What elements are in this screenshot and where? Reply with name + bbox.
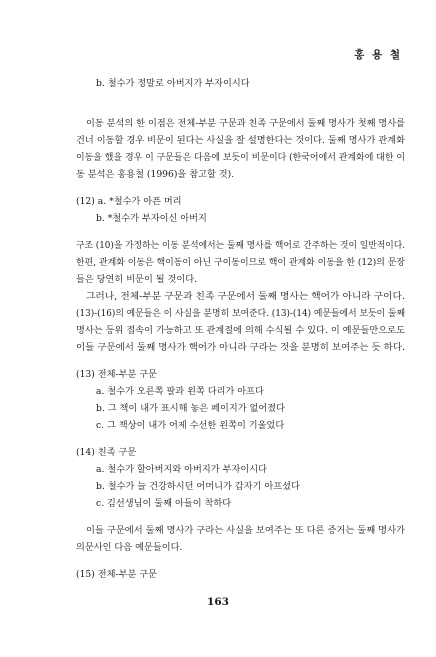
- page-number: 163: [207, 596, 229, 608]
- example-13b: b. 그 책이 내가 표시해 놓은 페이지가 없어졌다: [96, 403, 285, 414]
- paragraph-3-line-1: 그러나, 전체-부분 구문과 친족 구문에서 둘째 명사는 핵어가 아니라 구이다.: [86, 291, 405, 302]
- paragraph-1-line-3: 이동을 했을 경우 이 구문들은 다음에 보듯이 비문이다 (한국어에서 관계화에 대한 이: [76, 152, 405, 163]
- example-13c: c. 그 책상이 내가 어제 수선한 왼쪽이 기울었다: [96, 420, 285, 431]
- example-13-heading: (13) 전체-부분 구문: [76, 369, 158, 380]
- paragraph-1-line-2: 건너 이동할 경우 비문이 된다는 사실을 잘 설명한다는 것이다. 둘째 명사가 관계화: [76, 135, 405, 146]
- example-14a: a. 철수가 할아버지와 아버지가 부자이시다: [96, 464, 267, 475]
- paragraph-4-line-1: 이들 구문에서 둘째 명사가 구라는 사실을 보여주는 또 다른 증거는 둘째 명사가: [86, 525, 405, 536]
- paragraph-1-line-1: 이동 분석의 한 이점은 전체-부분 구문과 친족 구문에서 둘째 명사가 첫째 명사를: [86, 118, 405, 129]
- example-12b: b. *철수가 부자이신 아버지: [96, 213, 207, 224]
- example-14-heading: (14) 친족 구문: [76, 447, 137, 458]
- example-13a: a. 철수가 오른쪽 팔과 왼쪽 다리가 아프다: [96, 386, 264, 397]
- paragraph-2-line-1: 구조 (10)을 가정하는 이동 분석에서는 둘째 명사를 핵어로 간주하는 것이 일반적이다.: [76, 240, 405, 251]
- example-12a: (12) a. *철수가 아픈 머리: [76, 196, 182, 207]
- paragraph-4-line-2: 의문사인 다음 예문들이다.: [76, 542, 183, 553]
- example-14b: b. 철수가 늘 건강하시던 어머니가 갑자기 아프셨다: [96, 481, 300, 492]
- paragraph-1-line-4: 동 분석은 홍용철 (1996)을 참고할 것).: [76, 169, 235, 180]
- paragraph-2-line-3: 들은 당연히 비문이 될 것이다.: [76, 274, 198, 285]
- example-15-heading: (15) 전체-부분 구문: [76, 569, 158, 580]
- paragraph-3-line-3: 명사는 등위 접속이 가능하고 또 관계절에 의해 수식될 수 있다. 이 예문들만으로도: [76, 325, 405, 336]
- paragraph-3-line-4: 이들 구문에서 둘째 명사가 핵어가 아니라 구라는 것을 분명히 보여주는 듯 하다.: [76, 342, 405, 353]
- paragraph-2-line-2: 한편, 관계화 이동은 핵이동이 아닌 구이동이므로 핵이 관계화 이동을 한 (12)의 문장: [76, 257, 405, 268]
- paragraph-3-line-2: (13)-(16)의 예문들은 이 사실을 분명히 보여준다. (13)-(14) 예문들에서 보듯이 둘째: [76, 308, 405, 319]
- running-header: 홍 용 철: [354, 49, 402, 61]
- example-b-top: b. 철수가 정말로 아버지가 부자이시다: [96, 78, 250, 89]
- example-14c: c. 김선생님이 둘째 아들이 착하다: [96, 498, 232, 509]
